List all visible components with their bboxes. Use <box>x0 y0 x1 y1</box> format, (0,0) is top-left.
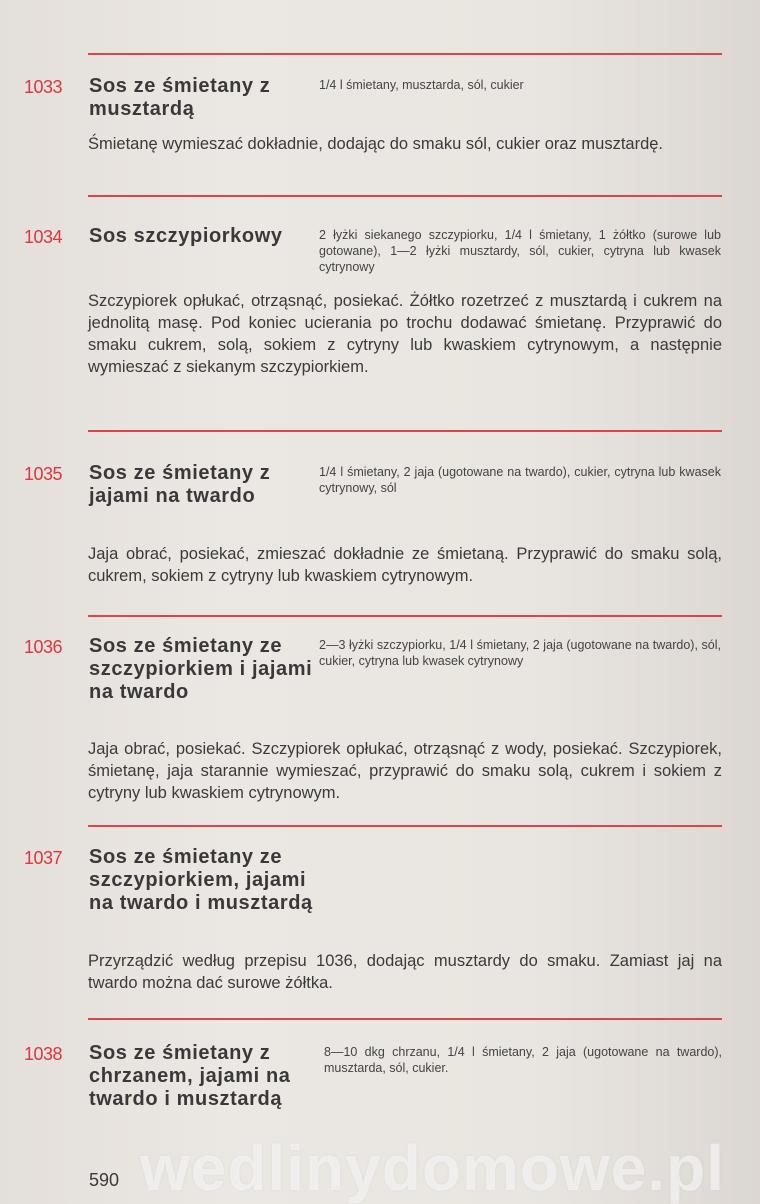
divider <box>88 195 722 197</box>
recipe-number: 1033 <box>24 77 63 97</box>
recipe-ingredients: 8—10 dkg chrzanu, 1/4 l śmietany, 2 jaja (ugotowane na twardo), musztarda, sól, cukier. <box>324 1045 722 1075</box>
recipe-number: 1037 <box>24 848 63 868</box>
recipe-title: Sos ze śmietany z musztardą <box>89 75 271 120</box>
recipe-method: Jaja obrać, posiekać, zmieszać dokładnie ze śmietaną. Przyprawić do smaku solą, cukrem, sokiem z cytryny lub kwaskiem cytrynowym. <box>88 545 722 585</box>
recipe-ingredients: 1/4 l śmietany, musztarda, sól, cukier <box>319 78 524 92</box>
recipe-number: 1034 <box>24 227 63 247</box>
divider <box>88 53 722 55</box>
recipe-method: Jaja obrać, posiekać. Szczypiorek opłukać, otrząsnąć z wody, posiekać. Szczypiorek, śmietanę, jaja starannie wymieszać, przyprawić do smaku solą, cukrem i sokiem z cytryny lub kwaskiem cytrynowym. <box>88 740 722 802</box>
recipe-title: Sos ze śmietany ze szczypiorkiem, jajami na twardo i musztardą <box>89 846 313 914</box>
recipe-number: 1038 <box>24 1044 63 1064</box>
recipe-method: Szczypiorek opłukać, otrząsnąć, posiekać. Żółtko rozetrzeć z musztardą i cukrem na jednolitą masę. Pod koniec ucierania po trochu dodawać śmietanę. Przyprawić do smaku cukrem, solą, sokiem z cytryny lub kwaskiem cytrynowym, a następnie wymieszać z siekanym szczypiorkiem. <box>88 292 722 376</box>
recipe-ingredients: 1/4 l śmietany, 2 jaja (ugotowane na twardo), cukier, cytryna lub kwasek cytrynowy, sól <box>319 465 721 495</box>
recipe-number: 1036 <box>24 637 63 657</box>
divider <box>88 430 722 432</box>
recipe-title: Sos ze śmietany z chrzanem, jajami na twardo i musztardą <box>89 1042 291 1110</box>
recipe-title: Sos ze śmietany z jajami na twardo <box>89 462 271 507</box>
divider <box>88 825 722 827</box>
recipe-method: Przyrządzić według przepisu 1036, dodając musztardy do smaku. Zamiast jaj na twardo można dać surowe żółtka. <box>88 952 722 992</box>
recipe-title: Sos ze śmietany ze szczypiorkiem i jajami na twardo <box>89 635 313 703</box>
divider <box>88 1018 722 1020</box>
recipe-ingredients: 2 łyżki siekanego szczypiorku, 1/4 l śmietany, 1 żółtko (surowe lub gotowane), 1—2 łyżki musztardy, sól, cukier, cytryna lub kwasek cytrynowy <box>319 228 721 274</box>
recipe-number: 1035 <box>24 464 63 484</box>
divider <box>88 615 722 617</box>
page-number: 590 <box>89 1170 120 1190</box>
watermark: wedlinydomowe.pl <box>140 1132 725 1204</box>
recipe-title: Sos szczypiorkowy <box>89 225 283 247</box>
recipe-method: Śmietanę wymieszać dokładnie, dodając do smaku sól, cukier oraz musztardę. <box>88 135 664 153</box>
recipe-ingredients: 2—3 łyżki szczypiorku, 1/4 l śmietany, 2 jaja (ugotowane na twardo), sól, cukier, cytryna lub kwasek cytrynowy <box>319 638 721 668</box>
